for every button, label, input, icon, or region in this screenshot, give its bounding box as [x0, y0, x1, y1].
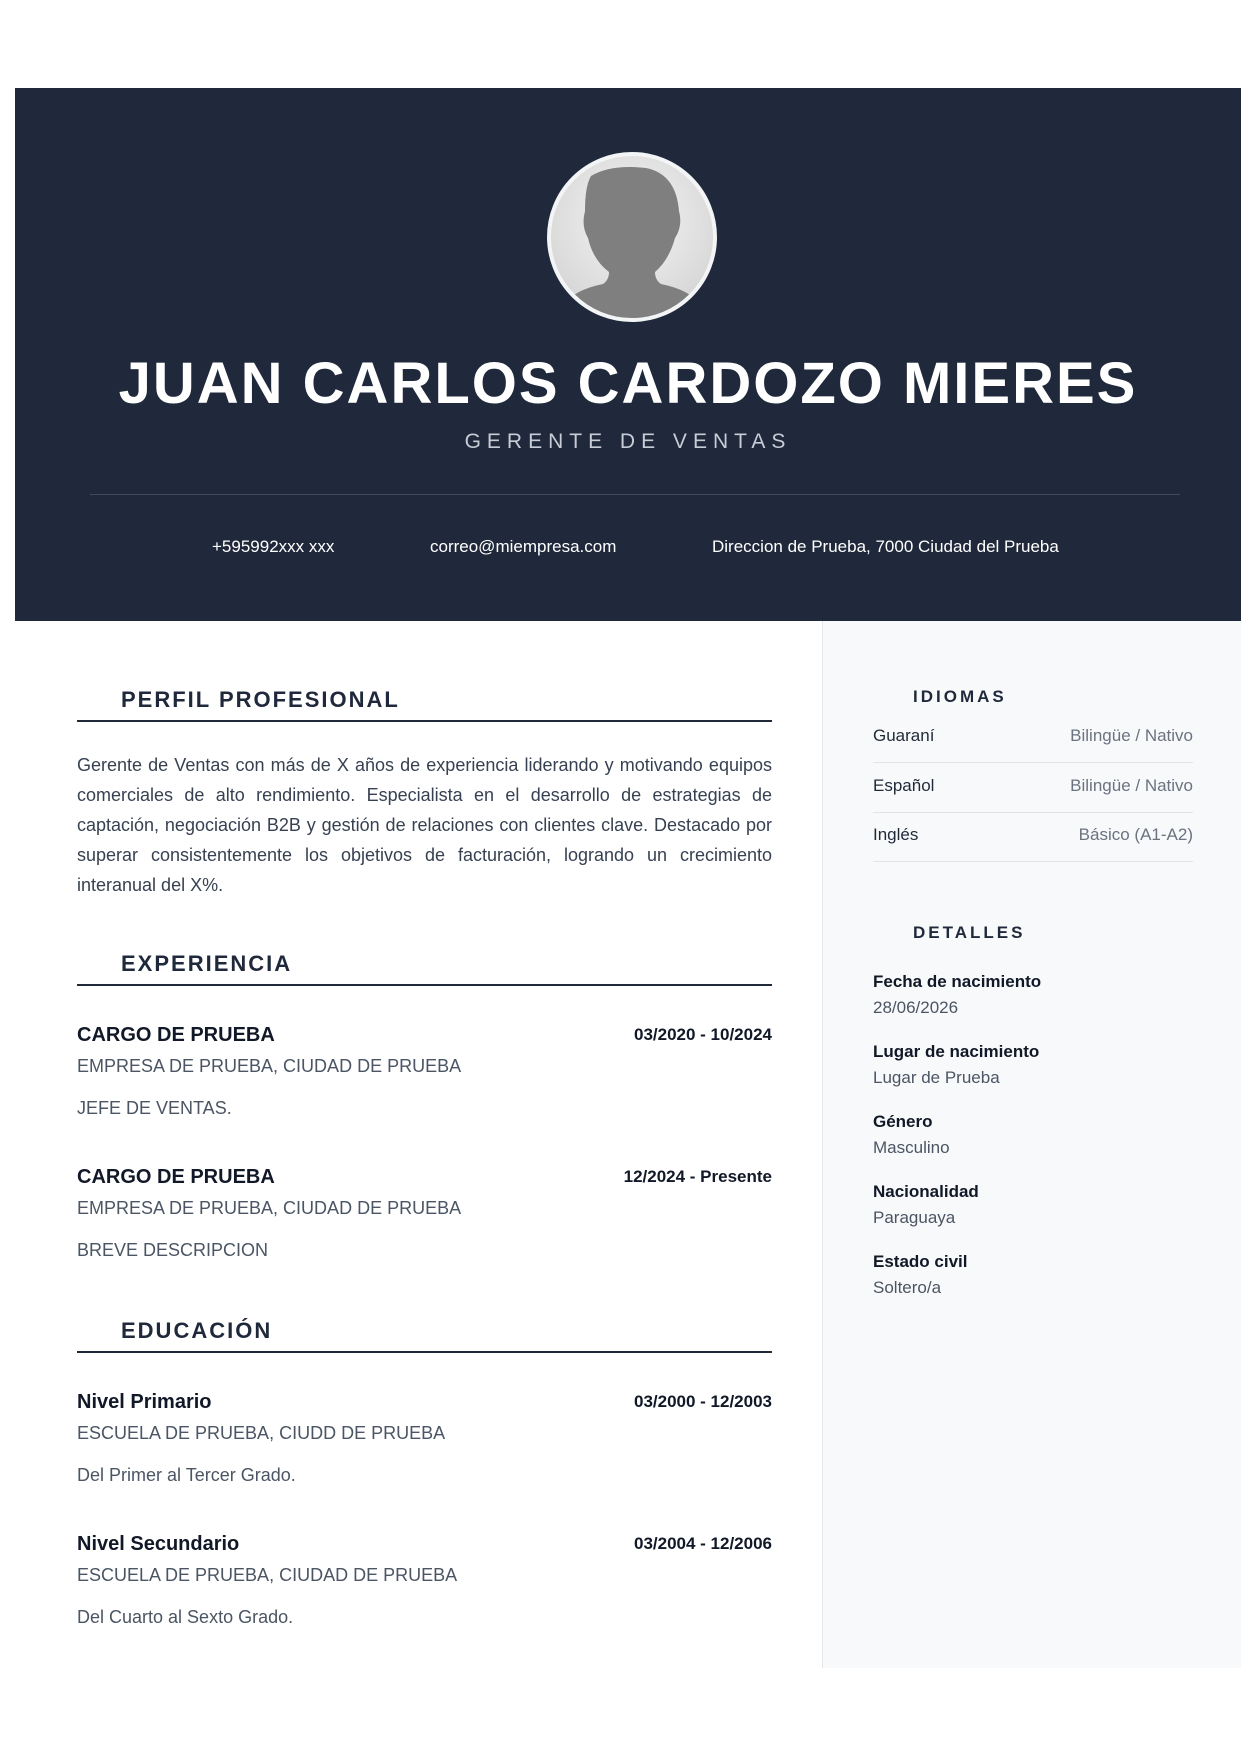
contact-address: Direccion de Prueba, 7000 Ciudad del Prueba: [712, 537, 1059, 556]
profile-photo: [547, 152, 717, 322]
language-level: Básico (A1-A2): [1078, 825, 1193, 844]
entry-description: Del Cuarto al Sexto Grado.: [77, 1607, 294, 1627]
detail-item: [873, 1182, 1193, 1228]
detail-label: Lugar de nacimiento: [873, 1042, 1040, 1061]
detail-item: [873, 1112, 1193, 1158]
section-heading-label: EXPERIENCIA: [121, 951, 293, 976]
entry-organization: EMPRESA DE PRUEBA, CIUDAD DE PRUEBA: [77, 1198, 462, 1218]
detail-label: Género: [873, 1112, 933, 1131]
section-profile-heading: [77, 680, 772, 722]
person-silhouette-icon: [551, 156, 713, 318]
language-row: [873, 763, 1193, 813]
full-name: JUAN CARLOS CARDOZO MIERES: [118, 351, 1138, 416]
detail-label: Fecha de nacimiento: [873, 972, 1042, 991]
profile-summary: Gerente de Ventas con más de X años de experiencia liderando y motivando equipos comerciales de alto rendimiento. Especialista en el desarrollo de estrategias de captación, negociación B2B y gestión de relaciones con clientes clave. Destacado por superar consistentemente los objetivos de facturación, logrando un crecimiento interanual del X%.: [77, 755, 772, 895]
section-education-heading: [77, 1311, 772, 1353]
entry-description: JEFE DE VENTAS.: [77, 1098, 232, 1118]
detail-value: Masculino: [873, 1138, 950, 1157]
entry-description: BREVE DESCRIPCION: [77, 1240, 269, 1260]
section-experience-heading: [77, 944, 772, 986]
language-level: Bilingüe / Nativo: [1070, 726, 1193, 745]
detail-label: Estado civil: [873, 1252, 968, 1271]
sidebar: [822, 621, 1241, 1668]
detail-value: 28/06/2026: [873, 998, 959, 1017]
section-heading-label: PERFIL PROFESIONAL: [121, 687, 400, 712]
language-name: Inglés: [873, 825, 919, 844]
sidebar-details-heading: DETALLES: [913, 923, 1026, 942]
entry-date: 12/2024 - Presente: [623, 1167, 772, 1186]
detail-value: Paraguaya: [873, 1208, 956, 1227]
language-level: Bilingüe / Nativo: [1070, 776, 1193, 795]
entry-title: CARGO DE PRUEBA: [77, 1166, 275, 1188]
experience-entry: [77, 1166, 772, 1286]
education-entry: [77, 1533, 772, 1653]
entry-title: CARGO DE PRUEBA: [77, 1024, 275, 1046]
entry-organization: ESCUELA DE PRUEBA, CIUDAD DE PRUEBA: [77, 1565, 458, 1585]
entry-date: 03/2020 - 10/2024: [633, 1025, 772, 1044]
education-entry: [77, 1391, 772, 1511]
detail-value: Lugar de Prueba: [873, 1068, 1000, 1087]
entry-date: 03/2000 - 12/2003: [633, 1392, 772, 1411]
language-name: Guaraní: [873, 726, 935, 745]
detail-label: Nacionalidad: [873, 1182, 979, 1201]
resume-page: [15, 88, 1241, 1668]
entry-date: 03/2004 - 12/2006: [633, 1534, 772, 1553]
resume-header: [15, 88, 1241, 621]
language-row: [873, 713, 1193, 763]
contact-email: correo@miempresa.com: [430, 537, 617, 556]
contact-phone: +595992xxx xxx: [212, 537, 335, 556]
language-name: Español: [873, 776, 935, 795]
language-row: [873, 812, 1193, 862]
detail-value: Soltero/a: [873, 1278, 942, 1297]
section-heading-label: EDUCACIÓN: [121, 1318, 273, 1343]
detail-item: [873, 1042, 1193, 1088]
entry-description: Del Primer al Tercer Grado.: [77, 1465, 296, 1485]
entry-organization: ESCUELA DE PRUEBA, CIUDD DE PRUEBA: [77, 1423, 446, 1443]
job-title: GERENTE DE VENTAS: [464, 430, 792, 453]
entry-title: Nivel Primario: [77, 1391, 212, 1413]
detail-item: [873, 972, 1193, 1018]
experience-entry: [77, 1024, 772, 1144]
entry-title: Nivel Secundario: [77, 1533, 240, 1555]
detail-item: [873, 1252, 1193, 1298]
sidebar-languages-heading: IDIOMAS: [913, 687, 1007, 706]
entry-organization: EMPRESA DE PRUEBA, CIUDAD DE PRUEBA: [77, 1056, 462, 1076]
header-divider: [90, 494, 1180, 495]
